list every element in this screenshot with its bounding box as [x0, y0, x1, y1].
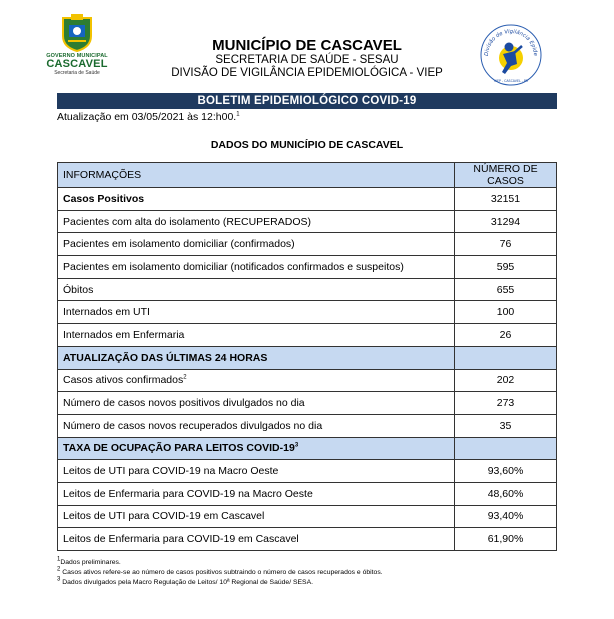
- table-row: [58, 369, 557, 392]
- table-row: [58, 188, 557, 211]
- section-footnote-ref: 3: [294, 442, 299, 449]
- table-row: [58, 278, 557, 301]
- row-value: 61,90%: [455, 528, 557, 551]
- header-information: INFORMAÇÕES: [58, 163, 455, 188]
- section-header-label: [58, 437, 455, 460]
- update-line: [57, 111, 240, 123]
- footnote-text: Dados preliminares.: [60, 559, 121, 566]
- row-label: [58, 301, 455, 324]
- row-label: [58, 460, 455, 483]
- row-label: [58, 392, 455, 415]
- row-label-text: Leitos de Enfermaria para COVID-19 na Macro Oeste: [63, 487, 313, 500]
- section-header-text: ATUALIZAÇÃO DAS ÚLTIMAS 24 HORAS: [63, 351, 268, 364]
- row-label: [58, 188, 455, 211]
- city-crest-icon: [60, 14, 94, 52]
- row-label: [58, 505, 455, 528]
- footnote-item: [57, 568, 383, 578]
- row-value: 35: [455, 414, 557, 437]
- section-bed-occupancy-row: [58, 437, 557, 460]
- viep-logo: [478, 20, 544, 86]
- row-label: [58, 233, 455, 256]
- table-row: [58, 392, 557, 415]
- row-value: 595: [455, 256, 557, 279]
- section-header-empty-cell: [455, 346, 557, 369]
- table-row: [58, 460, 557, 483]
- viep-arc-text: Divisão de Vigilância Epide: [483, 28, 539, 57]
- row-value: 273: [455, 392, 557, 415]
- row-label-text: Óbitos: [63, 283, 94, 296]
- section-header-empty-cell: [455, 437, 557, 460]
- row-label: [58, 414, 455, 437]
- logo-sec-text: Secretaria de Saúde: [54, 70, 100, 76]
- header-municipality: MUNICÍPIO DE CASCAVEL: [212, 37, 402, 54]
- row-value: 655: [455, 278, 557, 301]
- table-row: [58, 256, 557, 279]
- table-row: [58, 301, 557, 324]
- table-row: [58, 505, 557, 528]
- row-label-text: Internados em Enfermaria: [63, 328, 185, 341]
- footnote-item: [57, 558, 383, 568]
- footnote-number: 3: [57, 576, 61, 583]
- viep-emblem-icon: [478, 20, 544, 86]
- update-text: Atualização em 03/05/2021 às 12:h00.: [57, 111, 237, 123]
- row-label: [58, 324, 455, 347]
- section-header-label: [58, 346, 455, 369]
- table-header-row: [58, 163, 557, 188]
- row-label-text: Leitos de UTI para COVID-19 na Macro Oeste: [63, 465, 279, 478]
- row-label-text: Número de casos novos recuperados divulgados no dia: [63, 419, 323, 432]
- row-label-text: Pacientes em isolamento domiciliar (notificados confirmados e suspeitos): [63, 260, 404, 273]
- section-last-24h-row: [58, 346, 557, 369]
- row-value: 32151: [455, 188, 557, 211]
- row-label: [58, 482, 455, 505]
- row-value: 93,60%: [455, 460, 557, 483]
- table-row: [58, 482, 557, 505]
- row-label-text: Pacientes com alta do isolamento (RECUPERADOS): [63, 215, 312, 228]
- row-label: [58, 369, 455, 392]
- row-value: 31294: [455, 210, 557, 233]
- row-label-text: Casos Positivos: [63, 192, 145, 205]
- table-row: [58, 210, 557, 233]
- row-value: 202: [455, 369, 557, 392]
- row-footnote-ref: 2: [183, 374, 187, 381]
- logo-city-text: CASCAVEL: [46, 58, 108, 70]
- row-label-text: Leitos de UTI para COVID-19 em Cascavel: [63, 510, 265, 523]
- footnote-number: 2: [57, 566, 61, 573]
- table-row: [58, 414, 557, 437]
- row-value: 76: [455, 233, 557, 256]
- row-value: 100: [455, 301, 557, 324]
- row-label: [58, 278, 455, 301]
- row-label-text: Internados em UTI: [63, 306, 150, 319]
- table-row: [58, 528, 557, 551]
- footnotes: [57, 558, 383, 588]
- row-value: 93,40%: [455, 505, 557, 528]
- bulletin-banner: BOLETIM EPIDEMIOLÓGICO COVID-19: [57, 93, 557, 109]
- header-number-of-cases: NÚMERO DE CASOS: [455, 163, 557, 188]
- row-value: 48,60%: [455, 482, 557, 505]
- row-label-text: Casos ativos confirmados: [63, 374, 184, 387]
- header-secretariat: SECRETARIA DE SAÚDE - SESAU: [215, 54, 399, 66]
- update-footnote-ref: 1: [236, 111, 240, 118]
- table-row: [58, 233, 557, 256]
- cases-table: [57, 162, 557, 551]
- row-label: [58, 528, 455, 551]
- section-header-text: TAXA DE OCUPAÇÃO PARA LEITOS COVID-19: [63, 442, 295, 455]
- header-division: DIVISÃO DE VIGILÂNCIA EPIDEMIOLÓGICA - VIEP: [171, 67, 443, 79]
- footnote-text: Casos ativos refere-se ao número de casos positivos subtraindo o número de casos recuperados e óbitos.: [60, 569, 383, 576]
- row-label-text: Leitos de Enfermaria para COVID-19 em Cascavel: [63, 533, 299, 546]
- row-label: [58, 256, 455, 279]
- table-row: [58, 324, 557, 347]
- logo-gov-text: GOVERNO MUNICIPAL: [46, 53, 108, 59]
- document-header: [140, 38, 474, 80]
- row-label: [58, 210, 455, 233]
- footnote-text: Dados divulgados pela Macro Regulação de Leitos/ 10ª Regional de Saúde/ SESA.: [60, 579, 313, 586]
- viep-bottom-text: VIEP - CASCAVEL - PR: [493, 79, 529, 83]
- footnote-item: [57, 578, 383, 588]
- cascavel-municipal-logo: [40, 14, 114, 76]
- row-label-text: Número de casos novos positivos divulgados no dia: [63, 397, 305, 410]
- row-label-text: Pacientes em isolamento domiciliar (confirmados): [63, 238, 295, 251]
- footnote-number: 1: [57, 556, 61, 563]
- row-value: 26: [455, 324, 557, 347]
- section-title: DADOS DO MUNICÍPIO DE CASCAVEL: [210, 139, 404, 151]
